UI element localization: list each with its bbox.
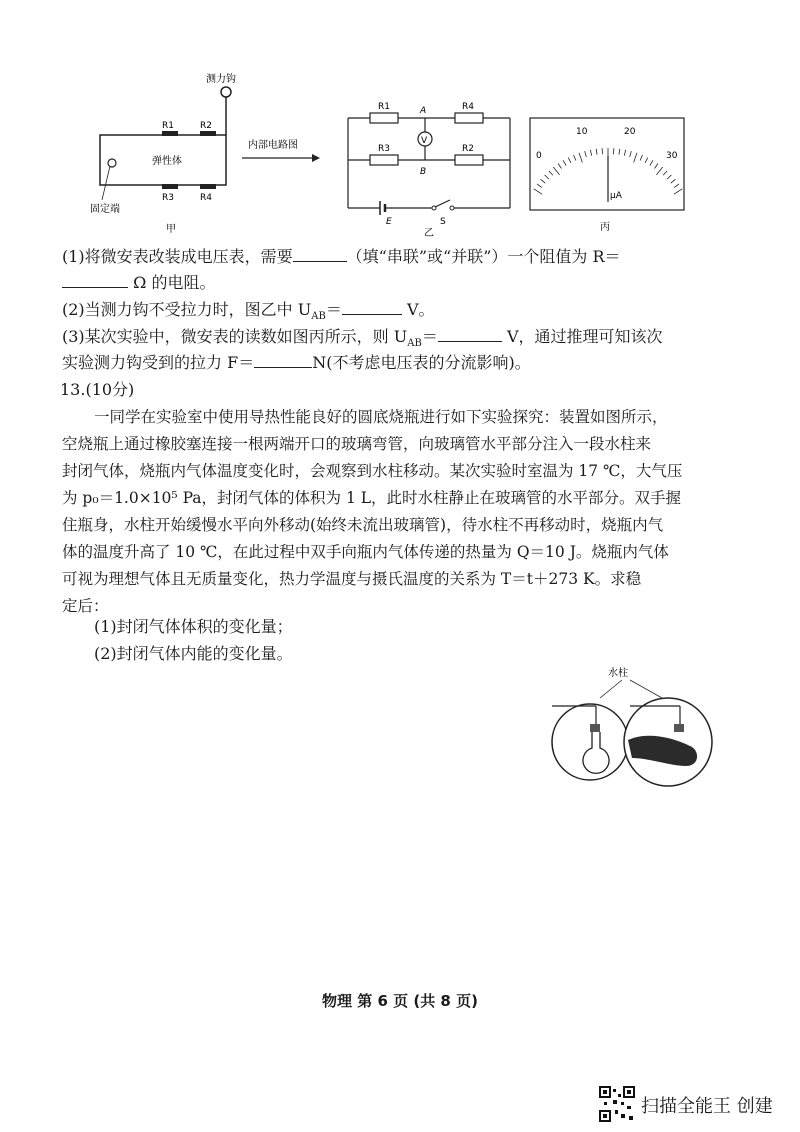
tick-0: 0 (536, 151, 542, 161)
q12-part3-line2 (62, 350, 531, 373)
answer-blank-2[interactable] (62, 286, 128, 288)
figure-jia (90, 60, 250, 240)
page-footer: 物理 第 6 页 (共 8 页) (322, 992, 478, 1010)
figure-bing (528, 116, 688, 236)
q12-p3-text-c: V，通过推理可知该次 (506, 327, 663, 346)
watermark-text: 扫描全能王 创建 (641, 1096, 773, 1117)
q12-p3-text-d: 实验测力钩受到的拉力 F＝ (62, 353, 255, 372)
tick-20: 20 (624, 127, 636, 137)
q13-sub2: (2)封闭气体内能的变化量。 (94, 644, 293, 663)
q13-line: 为 p₀＝1.0×10⁵ Pa，封闭气体的体积为 1 L，此时水柱静止在玻璃管的水平部分。双手握 (62, 489, 682, 507)
elastic-body-label: 弹性体 (152, 156, 182, 167)
q12-p2-sub: AB (311, 311, 326, 323)
q13-body (62, 404, 742, 620)
answer-blank-4[interactable] (438, 340, 502, 342)
switch-label: S (440, 217, 446, 227)
q12-p1-text-c: Ω 的电阻。 (133, 273, 216, 292)
yi-r4: R4 (462, 102, 474, 112)
q13-line: 可视为理想气体且无质量变化，热力学温度与摄氏温度的关系为 T＝t＋273 K。求稳 (62, 570, 642, 588)
jia-r3: R3 (162, 193, 174, 203)
node-a: A (420, 106, 427, 116)
q12-p3-text-a: (3)某次实验中，微安表的读数如图丙所示，则 U (62, 327, 408, 346)
arrow-label: 内部电路图 (248, 140, 298, 151)
yi-r2: R2 (462, 144, 474, 154)
tick-10: 10 (576, 127, 588, 137)
q12-p2-text-c: V。 (406, 300, 435, 319)
q13-line: 一同学在实验室中使用导热性能良好的圆底烧瓶进行如下实验探究：装置如图所示， (94, 408, 668, 426)
water-column-label: 水柱 (608, 668, 628, 679)
q12-part2 (62, 297, 435, 322)
answer-blank-1[interactable] (293, 260, 347, 262)
figure-bing-caption: 丙 (600, 222, 610, 233)
q12-p1-text-b: （填“串联”或“并联”）一个阻值为 R＝ (346, 247, 621, 266)
internal-circuit-arrow (240, 138, 320, 168)
scanner-watermark (595, 1084, 795, 1124)
q13-header: 13.(10分) (60, 380, 135, 399)
fixed-end-label: 固定端 (90, 204, 120, 215)
q12-p3-text-b: ＝ (421, 327, 438, 346)
figure-jia-caption: 甲 (166, 224, 176, 235)
q12-p1-text-a: (1)将微安表改装成电压表，需要 (62, 247, 293, 266)
q12-part3-line1 (62, 324, 663, 349)
q12-p2-text-a: (2)当测力钩不受拉力时，图乙中 U (62, 300, 312, 319)
q12-p2-text-b: ＝ (325, 300, 342, 319)
q13-sub1: (1)封闭气体体积的变化量； (94, 617, 293, 636)
voltmeter-label: V (421, 136, 428, 146)
jia-r4: R4 (200, 193, 212, 203)
qr-code-icon (599, 1086, 635, 1122)
jia-r2: R2 (200, 121, 212, 131)
answer-blank-3[interactable] (342, 313, 402, 315)
unit-label: μA (610, 191, 622, 201)
q13-line: 体的温度升高了 10 ℃，在此过程中双手向瓶内气体传递的热量为 Q＝10 J。烧瓶内气体 (62, 543, 669, 561)
answer-blank-5[interactable] (254, 366, 312, 368)
yi-r1: R1 (378, 102, 390, 112)
q12-part1-line1 (62, 244, 621, 267)
yi-r3: R3 (378, 144, 390, 154)
tick-30: 30 (666, 151, 678, 161)
battery-label: E (386, 217, 392, 227)
q13-line: 定后： (62, 597, 109, 615)
q12-p3-text-e: N(不考虑电压表的分流影响)。 (312, 353, 531, 372)
flask-figure (550, 662, 720, 792)
hook-label: 测力钩 (206, 74, 236, 85)
q12-p3-sub: AB (407, 338, 422, 350)
q13-line: 空烧瓶上通过橡胶塞连接一根两端开口的玻璃弯管，向玻璃管水平部分注入一段水柱来 (62, 435, 652, 453)
q13-line: 封闭气体，烧瓶内气体温度变化时，会观察到水柱移动。某次实验时室温为 17 ℃，大气压 (62, 462, 683, 480)
figure-yi-caption: 乙 (424, 228, 434, 238)
node-b: B (420, 167, 427, 177)
q13-line: 住瓶身，水柱开始缓慢水平向外移动(始终未流出玻璃管)，待水柱不再移动时，烧瓶内气 (62, 516, 664, 534)
jia-r1: R1 (162, 121, 174, 131)
q12-part1-line2 (62, 270, 215, 293)
figure-yi (340, 98, 520, 238)
